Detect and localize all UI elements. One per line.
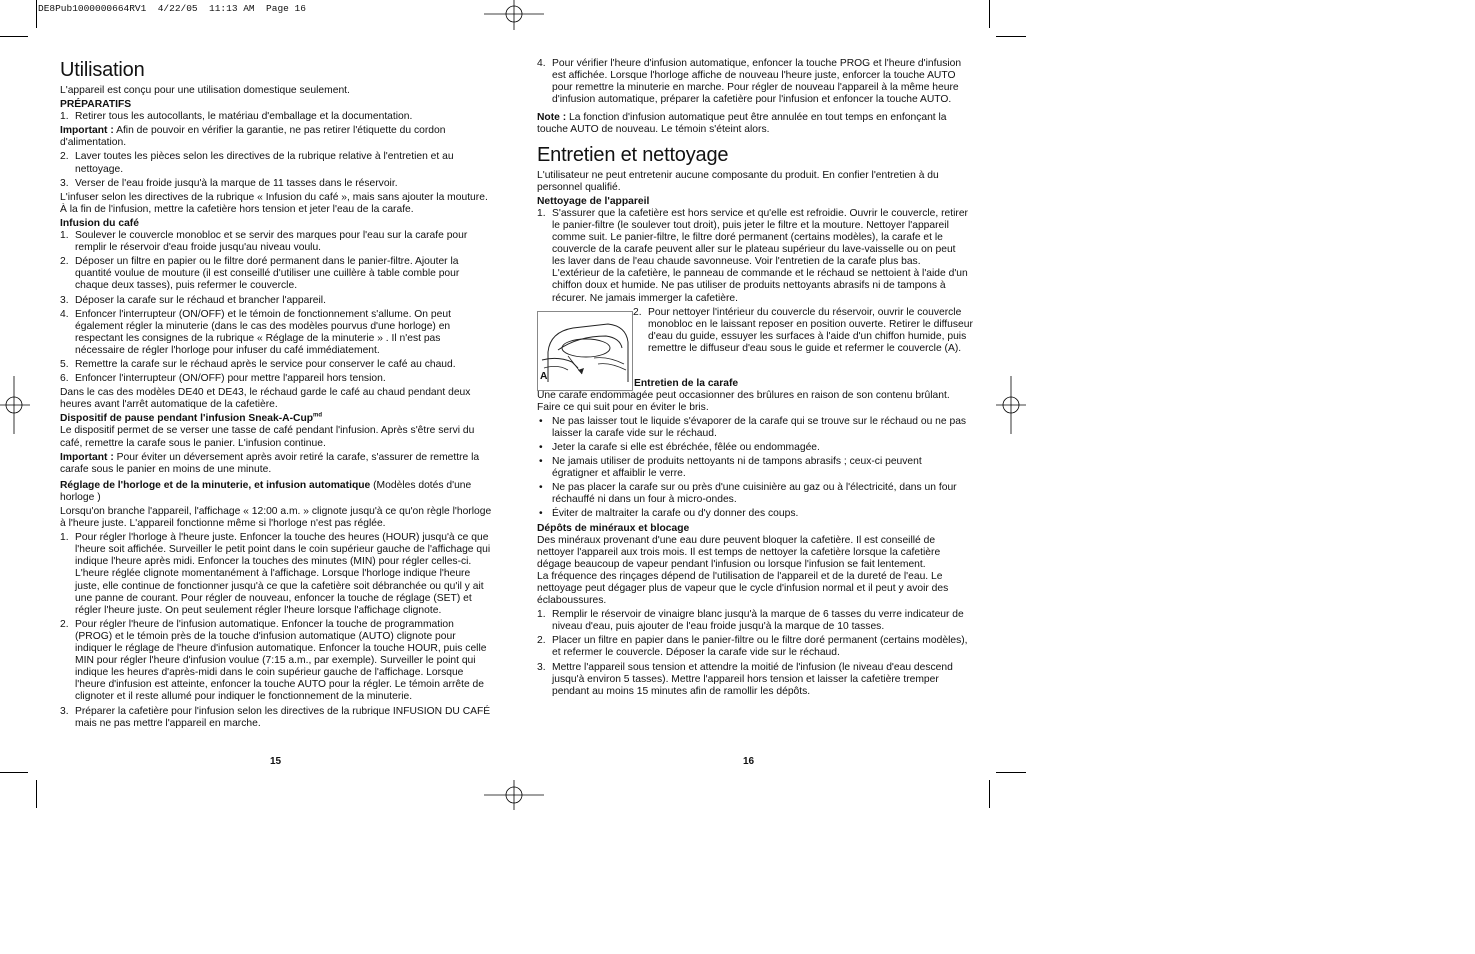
- note-paragraph: Note : La fonction d'infusion automatique peut être annulée en tout temps en enfonçant la touche AUTO de nouveau. Le témoin s'éteint alors.: [537, 112, 947, 136]
- registration-mark-left: [0, 376, 30, 434]
- crop-mark: [0, 772, 28, 773]
- important-note-2: Important : Pour éviter un déversement après avoir retiré la carafe, s'assurer de remettre la carafe sous le panier en moins de une minute.: [60, 451, 480, 475]
- registration-mark-top: [484, 0, 544, 30]
- page-15-column: [60, 58, 492, 732]
- page-number-16: 16: [743, 756, 755, 767]
- list-item: • Ne pas placer la carafe sur ou près d'une cuisinière au gaz ou à l'électricité, dans un four réchauffé ni dans un four à micro-ondes.: [539, 482, 957, 506]
- list-item: 5. Remettre la carafe sur le réchaud après le service pour conserver le café au chaud.: [60, 358, 456, 370]
- list-item: 3. Déposer la carafe sur le réchaud et brancher l'appareil.: [60, 294, 326, 306]
- figure-label: A: [540, 370, 548, 382]
- mineral-paragraph-1: Des minéraux provenant d'une eau dure peuvent bloquer la cafetière. Il est conseillé de nettoyer l'appareil aux trois mois. Il est temps de nettoyer la cafetière lorsque la cafetière dégage beaucoup de vapeur pendant l'infusion ou lorsque l'infusion se fait lentement.: [537, 534, 941, 570]
- prep-list-continued: [60, 151, 492, 189]
- important-note: Important : Afin de pouvoir en vérifier la garantie, ne pas retirer l'étiquette du cordon d'alimentation.: [60, 125, 446, 149]
- list-item: 1. Pour régler l'horloge à l'heure juste. Enfoncer la touche des heures (HOUR) jusqu'à ce que l'heure soit affichée. Surveiller le petit point dans le coin supérieur gauche de l'affichage qui indique l'heure après midi. Enfoncer la touches des minutes (MIN) pour régler celles-ci. L'heure réglée clignote momentanément à l'affichage. Lorsque l'horloge indique l'heure juste, elle continue de fonctionner jusqu'à ce que la cafetière soit débranchée ou qu'il y ait une panne de courant. Pour régler de nouveau, enfoncer la touche de réglage (SET) et régler l'heure juste. On peut seulement régler l'heure lorsque l'affichage clignote.: [60, 532, 491, 616]
- prep-list: [60, 111, 492, 123]
- printer-slug: DE8Pub1000000664RV1 4/22/05 11:13 AM Page 16: [38, 3, 306, 14]
- brew-heading: Infusion du café: [60, 217, 139, 229]
- figure-block: [537, 306, 973, 389]
- clock-list-continued: [537, 58, 969, 106]
- trademark-mark: md: [313, 412, 323, 419]
- list-item: 6. Enfoncer l'interrupteur (ON/OFF) pour mettre l'appareil hors tension.: [60, 373, 386, 385]
- list-item: 2. Placer un filtre en papier dans le panier-filtre ou le filtre doré permanent (certains modèles), et refermer le couvercle. Déposer la carafe vide sur le réchaud.: [537, 635, 968, 659]
- list-item: • Éviter de maltraiter la carafe ou d'y donner des coups.: [539, 508, 799, 520]
- maintenance-intro: L'utilisateur ne peut entretenir aucune composante du produit. En confier l'entretien à du personnel qualifié.: [537, 169, 939, 193]
- list-item: 1. Remplir le réservoir de vinaigre blanc jusqu'à la marque de 6 tasses du verre indicateur de niveau d'eau, puis ajouter de l'eau froide jusqu'à la marque de 10 tasses.: [537, 609, 964, 633]
- pause-paragraph: Le dispositif permet de se verser une tasse de café pendant l'infusion. Après s'être servi du café, remettre la carafe sous le panier. L'infusion continue.: [60, 425, 475, 449]
- clock-heading: Réglage de l'horloge et de la minuterie, et infusion automatique (Modèles dotés d'une horloge ): [60, 479, 472, 503]
- mineral-heading: Dépôts de minéraux et blocage: [537, 522, 690, 534]
- crop-mark: [996, 36, 1026, 37]
- pause-heading: Dispositif de pause pendant l'infusion Sneak-A-Cup$^{md}$: [60, 412, 323, 425]
- clock-paragraph: Lorsqu'on branche l'appareil, l'affichage « 12:00 a.m. » clignote jusqu'à ce qu'on règle l'horloge à l'heure juste. L'appareil fonctionne même si l'horloge n'est pas réglée.: [60, 506, 492, 530]
- brew-paragraph: Dans le cas des modèles DE40 et DE43, le réchaud garde le café au chaud pendant deux heures avant l'arrêt automatique de la cafetière.: [60, 387, 471, 411]
- clock-list: [60, 532, 492, 730]
- registration-mark-bottom: [484, 780, 544, 810]
- list-item: 3. Préparer la cafetière pour l'infusion selon les directives de la rubrique INFUSION DU CAFÉ mais ne pas mettre l'appareil en marche.: [60, 705, 491, 729]
- crop-mark: [996, 772, 1026, 773]
- registration-mark-right: [996, 376, 1026, 434]
- section-title-entretien: Entretien et nettoyage: [537, 143, 729, 166]
- intro-text: L'appareil est conçu pour une utilisation domestique seulement.: [60, 85, 350, 96]
- prep-heading: PRÉPARATIFS: [60, 99, 132, 111]
- page-16-column: [537, 58, 973, 700]
- list-item: • Ne pas laisser tout le liquide s'évaporer de la carafe qui se trouve sur le réchaud ou ne pas laisser la carafe vide sur le réchaud.: [539, 415, 967, 439]
- list-item: 2. Pour régler l'heure de l'infusion automatique. Enfoncer la touche de programmation (PROG) et le témoin près de la touche d'infusion automatique (AUTO) clignote pour indiquer le réglage de l'heure d'infusion automatique. Enfoncer la touche HOUR, puis celle MIN pour régler l'heure d'infusion voulue (7:15 a.m., par exemple). Surveiller le point qui indique les heures d'après-midi dans le coin supérieur gauche de l'affichage. Lorsque l'heure d'infusion est atteinte, enfoncer la touche AUTO pour la régler. Le témoin arrête de clignoter et il reste allumé pour indiquer le fonctionnement de la minuterie.: [60, 618, 487, 703]
- prep-paragraph: L'infuser selon les directives de la rubrique « Infusion du café », mais sans ajouter la mouture. À la fin de l'infusion, mettre la cafetière hors tension et jeter l'eau de la carafe.: [60, 191, 488, 215]
- coffeemaker-lid-illustration: [537, 311, 633, 391]
- list-item: 2. Pour nettoyer l'intérieur du couvercle du réservoir, ouvrir le couvercle monobloc en le laissant reposer en position ouverte. Retirer le diffuseur d'eau du guide, essuyer les surfaces à l'aide d'un chiffon humide, puis remettre le diffuseur d'eau sous le guide et refermer le couvercle (A).: [633, 306, 973, 354]
- section-title-utilisation: Utilisation: [60, 59, 145, 81]
- crop-mark: [989, 780, 990, 808]
- list-item: 3. Mettre l'appareil sous tension et attendre la moitié de l'infusion (le niveau d'eau descend jusqu'à environ 5 tasses). Mettre l'appareil hors tension et laisser la cafetière tremper pendant au moins 15 minutes afin de ramollir les dépôts.: [537, 661, 953, 697]
- list-item: 1. S'assurer que la cafetière est hors service et qu'elle est refroidie. Ouvrir le couvercle, retirer le panier-filtre (le soulever tout droit), puis jeter le filtre et la mouture. Nettoyer l'appareil comme suit. Le panier-filtre, le filtre doré permanent (certains modèles), la carafe et le couvercle de la carafe peuvent aller sur le plateau supérieur du lave-vaisselle ou on peut les laver dans de l'eau chaude savonneuse. Voir l'entretien de la carafe plus bas. L'extérieur de la cafetière, le panneau de commande et le réchaud se nettoient à l'aide d'un chiffon doux et humide. Ne pas utiliser de produits nettoyants abrasifs ni de tampons à récurer. Ne jamais immerger la cafetière.: [537, 207, 968, 304]
- carafe-heading: Entretien de la carafe: [634, 377, 739, 389]
- crop-mark: [989, 0, 990, 28]
- crop-mark: [36, 0, 37, 28]
- mineral-list: [537, 609, 969, 698]
- crop-mark: [36, 780, 37, 808]
- cleaning-heading: Nettoyage de l'appareil: [537, 195, 650, 207]
- list-item: 1. Soulever le couvercle monobloc et se servir des marques pour l'eau sur la carafe pour remplir le réservoir d'eau froide jusqu'au niveau voulu.: [60, 230, 468, 254]
- brew-list: [60, 230, 492, 385]
- list-item: 2. Laver toutes les pièces selon les directives de la rubrique relative à l'entretien et au nettoyage.: [60, 151, 454, 175]
- list-item: • Jeter la carafe si elle est ébréchée, fêlée ou endommagée.: [539, 441, 820, 453]
- cleaning-list: [537, 208, 969, 305]
- list-item: • Ne jamais utiliser de produits nettoyants ni de tampons abrasifs ; ceux-ci peuvent égratigner et affaiblir le verre.: [539, 456, 922, 480]
- mineral-paragraph-2: La fréquence des rinçages dépend de l'utilisation de l'appareil et de la dureté de l'eau. Le nettoyage peut dégager plus de vapeur que le cycle d'infusion normal et il peut y avoir des éclaboussures.: [537, 570, 949, 607]
- crop-mark: [0, 36, 28, 37]
- list-item: 3. Verser de l'eau froide jusqu'à la marque de 11 tasses dans le réservoir.: [60, 177, 398, 189]
- list-item: 4. Pour vérifier l'heure d'infusion automatique, enfoncer la touche PROG et l'heure d'infusion est affichée. Lorsque l'horloge affiche de nouveau l'heure juste, enforcer la touche AUTO pour remettre la minuterie en marche. Pour régler de nouveau l'appareil à la même heure d'infusion automatique, préparer la cafetière pour l'infusion et enfoncer la touche AUTO.: [537, 58, 962, 106]
- carafe-bullets: [537, 416, 969, 521]
- page-number-15: 15: [270, 756, 282, 767]
- carafe-paragraph: Une carafe endommagée peut occasionner des brûlures en raison de son contenu brûlant. Faire ce qui suit pour en éviter le bris.: [537, 389, 950, 413]
- list-item: 4. Enfoncer l'interrupteur (ON/OFF) et le témoin de fonctionnement s'allume. On peut également régler la minuterie (dans le cas des modèles pourvus d'une horloge) en respectant les consignes de la rubrique « Réglage de la minuterie » . Il n'est pas nécessaire de régler l'horloge pour infuser du café immédiatement.: [60, 308, 451, 356]
- list-item: 1. Retirer tous les autocollants, le matériau d'emballage et la documentation.: [60, 111, 413, 123]
- list-item: 2. Déposer un filtre en papier ou le filtre doré permanent dans le panier-filtre. Ajouter la quantité voulue de mouture (il est conseillé d'utiliser une cuillère à table comble pour chaque deux tasses), puis refermer le couvercle.: [60, 256, 460, 292]
